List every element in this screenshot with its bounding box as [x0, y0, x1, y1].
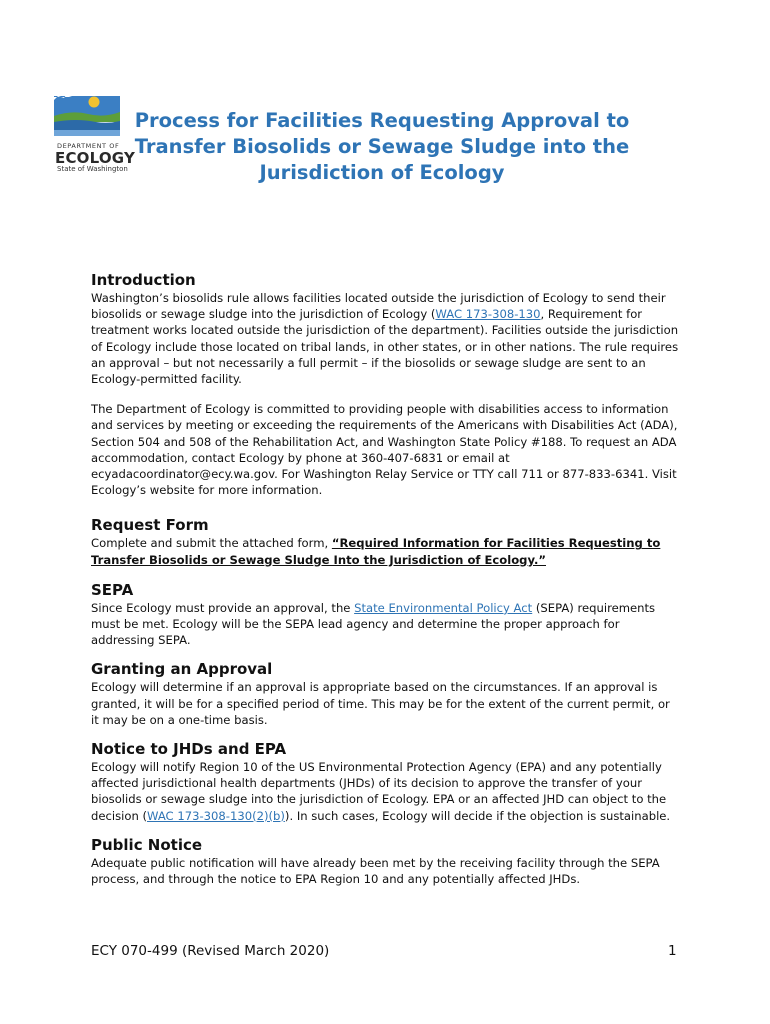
- request-form-paragraph: [91, 535, 681, 567]
- intro-text-b: , Requirement for treatment works located outside the jurisdiction of the department). Facilities outside the jurisdiction of Ecology include those located on tribal lands, in other states, or in other nations. The rule requires an approval – but not necessarily a full permit – if the biosolids or sewage sludge are sent to an Ecology-permitted facility.: [91, 307, 679, 387]
- request-form-heading: Request Form: [91, 516, 209, 535]
- section-notice-jhds-epa: [91, 739, 681, 824]
- section-public-notice: [91, 835, 681, 887]
- section-sepa: [91, 580, 681, 649]
- granting-approval-heading: Granting an Approval: [91, 660, 273, 679]
- wac-173-308-130-2b-link[interactable]: WAC 173-308-130(2)(b): [147, 808, 285, 823]
- public-notice-heading: Public Notice: [91, 835, 203, 854]
- section-granting-approval: [91, 659, 681, 728]
- state-environmental-policy-act-link[interactable]: State Environmental Policy Act: [354, 600, 533, 615]
- section-request-form: [91, 515, 681, 567]
- footer-document-id: ECY 070-499 (Revised March 2020): [91, 943, 330, 959]
- notice-text-b: ). In such cases, Ecology will decide if the objection is sustainable.: [284, 808, 671, 823]
- logo-text-state: State of Washington: [57, 165, 128, 173]
- introduction-paragraph-2: The Department of Ecology is committed to providing people with disabilities access to information and services by meeting or exceeding the requirements of the Americans with Disabilities Act (ADA), Section 504 and 508 of the Rehabilitation Act, and Washington State Policy #188. To request an ADA accommodation, contact Ecology by phone at 360-407-6831 or email at ecyadacoordinator@ecy.wa.gov. For Washington Relay Service or TTY call 711 or 877-833-6341. Visit Ecology’s website for more information.: [91, 402, 678, 498]
- section-introduction: [91, 270, 681, 498]
- page-title: Process for Facilities Requesting Approval to Transfer Biosolids or Sewage Sludge into the Jurisdiction of Ecology: [134, 109, 630, 184]
- request-text: Complete and submit the attached form,: [91, 536, 332, 551]
- notice-text-a: Ecology will notify Region 10 of the US Environmental Protection Agency (EPA) and any potentially affected jurisdictional health departments (JHDs) of its decision to approve the transfer of your biosolids or sewage sludge into the jurisdiction of Ecology. EPA or an affected JHD can object to the decision (: [91, 760, 667, 823]
- sepa-heading: SEPA: [91, 580, 134, 599]
- granting-approval-paragraph: Ecology will determine if an approval is appropriate based on the circumstances. If an approval is granted, it will be for a specified period of time. This may be for the extent of the current permit, or it may be on a one-time basis.: [91, 680, 670, 727]
- logo-text-ecology: ECOLOGY: [55, 149, 136, 167]
- required-information-form-reference: “Required Information for Facilities Requesting to Transfer Biosolids or Sewage Sludge Into the Jurisdiction of Ecology.”: [91, 536, 661, 567]
- sepa-paragraph: [91, 600, 681, 649]
- intro-text-a: Washington’s biosolids rule allows facilities located outside the jurisdiction of Ecology to send their biosolids or sewage sludge into the jurisdiction of Ecology (: [91, 291, 666, 322]
- sepa-text-b: (SEPA) requirements must be met. Ecology will be the SEPA lead agency and determine the proper approach for addressing SEPA.: [91, 600, 656, 648]
- introduction-heading: Introduction: [91, 271, 196, 289]
- document-body: [91, 270, 681, 887]
- introduction-paragraph-1: [91, 290, 681, 387]
- sepa-text-a: Since Ecology must provide an approval, the: [91, 600, 355, 615]
- wac-173-308-130-link[interactable]: WAC 173-308-130: [435, 307, 541, 322]
- notice-paragraph: [91, 759, 681, 824]
- logo-text-department: DEPARTMENT OF: [57, 142, 120, 150]
- footer-page-number: 1: [668, 943, 677, 959]
- notice-heading: Notice to JHDs and EPA: [91, 740, 287, 759]
- public-notice-paragraph: Adequate public notification will have already been met by the receiving facility through the SEPA process, and through the notice to EPA Region 10 and any potentially affected JHDs.: [91, 855, 660, 887]
